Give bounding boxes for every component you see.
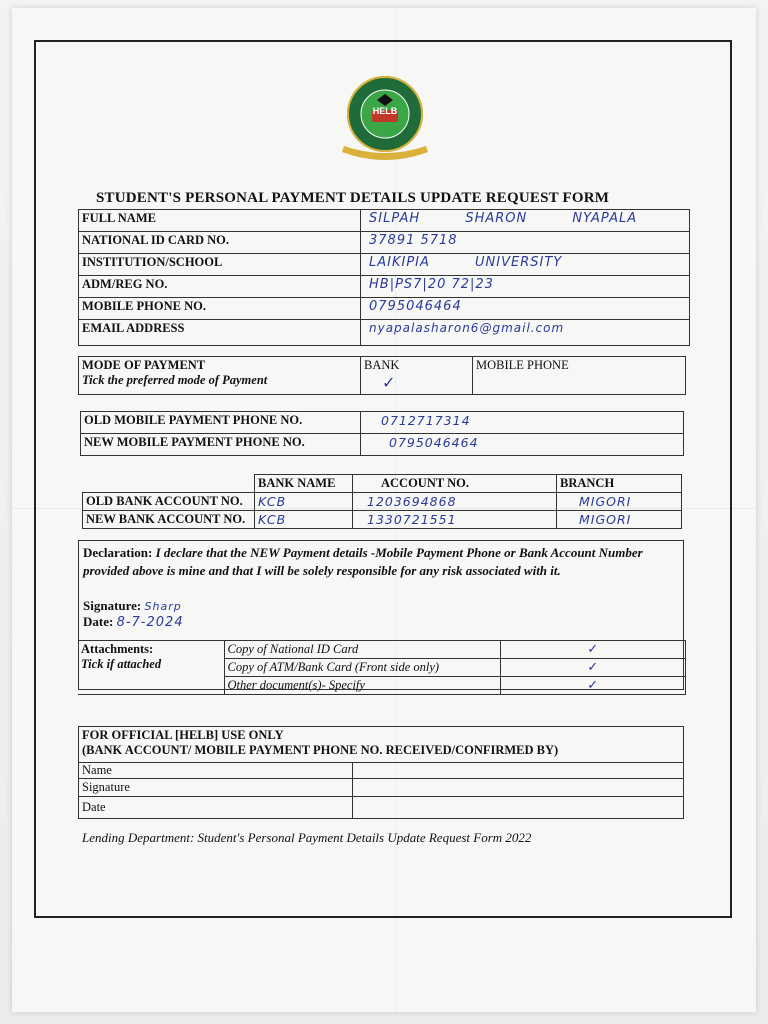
personal-value[interactable]: 0795046464 bbox=[361, 298, 690, 320]
new-branch[interactable]: MIGORI bbox=[557, 511, 682, 529]
old-account-no[interactable]: 1203694868 bbox=[353, 493, 557, 511]
new-phone-value[interactable]: 0795046464 bbox=[361, 434, 684, 456]
date-value[interactable]: 8-7-2024 bbox=[116, 615, 184, 630]
official-line1: FOR OFFICIAL [HELB] USE ONLY bbox=[82, 728, 284, 742]
payment-mode-label-cell bbox=[79, 357, 361, 395]
old-branch[interactable]: MIGORI bbox=[557, 493, 682, 511]
personal-row bbox=[79, 254, 690, 276]
official-line2: (BANK ACCOUNT/ MOBILE PAYMENT PHONE NO. RECEIVED/CONFIRMED BY) bbox=[82, 743, 559, 757]
personal-value[interactable]: LAIKIPIA UNIVERSITY bbox=[361, 254, 690, 276]
payment-mode-label: MODE OF PAYMENT bbox=[82, 358, 206, 372]
bank-option-label: BANK bbox=[364, 358, 400, 372]
personal-row bbox=[79, 210, 690, 232]
signature-label: Signature: bbox=[83, 598, 142, 613]
payment-mode-table bbox=[78, 356, 686, 395]
attachment-atm-tick-icon[interactable]: ✓ bbox=[500, 659, 686, 677]
attachment-id-card: Copy of National ID Card bbox=[224, 641, 500, 659]
mobile-option-label: MOBILE PHONE bbox=[476, 358, 569, 372]
personal-value[interactable]: HB|PS7|20 72|23 bbox=[361, 276, 690, 298]
official-name-label: Name bbox=[79, 763, 353, 779]
signature-value[interactable]: Sharp bbox=[144, 600, 182, 613]
bank-name-header: BANK NAME bbox=[255, 475, 353, 493]
mobile-phone-table bbox=[80, 411, 684, 456]
footer-text: Lending Department: Student's Personal Payment Details Update Request Form 2022 bbox=[82, 830, 532, 845]
branch-header: BRANCH bbox=[557, 475, 682, 493]
personal-label: ADM/REG NO. bbox=[79, 276, 361, 298]
official-name-field[interactable] bbox=[353, 763, 684, 779]
date-label: Date: bbox=[83, 614, 114, 629]
personal-label: MOBILE PHONE NO. bbox=[79, 298, 361, 320]
personal-label: FULL NAME bbox=[79, 210, 361, 232]
personal-row bbox=[79, 232, 690, 254]
attachments-label: Attachments: bbox=[81, 642, 154, 656]
mobile-option-cell[interactable] bbox=[473, 357, 686, 395]
new-phone-label: NEW MOBILE PAYMENT PHONE NO. bbox=[81, 434, 361, 456]
helb-seal-icon bbox=[330, 70, 440, 170]
attachments-sublabel: Tick if attached bbox=[81, 657, 162, 671]
personal-label: EMAIL ADDRESS bbox=[79, 320, 361, 346]
bank-account-table bbox=[82, 474, 682, 529]
old-bank-name[interactable]: KCB bbox=[255, 493, 353, 511]
bank-tick-icon: ✓ bbox=[382, 373, 396, 392]
account-no-header: ACCOUNT NO. bbox=[353, 475, 557, 493]
attachment-other: Other document(s)- Specify bbox=[224, 677, 500, 695]
old-phone-value[interactable]: 0712717314 bbox=[361, 412, 684, 434]
old-phone-label: OLD MOBILE PAYMENT PHONE NO. bbox=[81, 412, 361, 434]
official-header-cell bbox=[79, 727, 684, 763]
personal-value[interactable]: 37891 5718 bbox=[361, 232, 690, 254]
attachment-other-tick-icon[interactable]: ✓ bbox=[500, 677, 686, 695]
personal-value[interactable]: SILPAH SHARON NYAPALA bbox=[361, 210, 690, 232]
attachments-label-cell bbox=[78, 641, 224, 695]
personal-row bbox=[79, 276, 690, 298]
attachment-atm-card: Copy of ATM/Bank Card (Front side only) bbox=[224, 659, 500, 677]
payment-mode-sublabel: Tick the preferred mode of Payment bbox=[82, 373, 268, 387]
official-signature-label: Signature bbox=[79, 779, 353, 797]
new-bank-name[interactable]: KCB bbox=[255, 511, 353, 529]
official-signature-field[interactable] bbox=[353, 779, 684, 797]
personal-value[interactable]: nyapalasharon6@gmail.com bbox=[361, 320, 690, 346]
personal-label: NATIONAL ID CARD NO. bbox=[79, 232, 361, 254]
attachments-table bbox=[78, 640, 686, 695]
personal-label: INSTITUTION/SCHOOL bbox=[79, 254, 361, 276]
attachment-id-tick-icon[interactable]: ✓ bbox=[500, 641, 686, 659]
declaration-text: I declare that the NEW Payment details -Mobile Payment Phone or Bank Account Number provided above is mine and that I will be solely responsible for any risk associated with it. bbox=[83, 545, 643, 578]
declaration-lead: Declaration: bbox=[83, 545, 153, 560]
official-date-label: Date bbox=[79, 797, 353, 819]
new-account-no[interactable]: 1330721551 bbox=[353, 511, 557, 529]
new-bank-label: NEW BANK ACCOUNT NO. bbox=[83, 511, 255, 529]
personal-row bbox=[79, 298, 690, 320]
personal-details-table bbox=[78, 209, 690, 346]
helb-logo bbox=[330, 70, 440, 170]
logo-text: HELB bbox=[372, 106, 398, 116]
old-bank-label: OLD BANK ACCOUNT NO. bbox=[83, 493, 255, 511]
bank-option-cell[interactable] bbox=[361, 357, 473, 395]
official-date-field[interactable] bbox=[353, 797, 684, 819]
form-title: STUDENT'S PERSONAL PAYMENT DETAILS UPDATE REQUEST FORM bbox=[96, 190, 610, 206]
personal-row bbox=[79, 320, 690, 346]
official-use-table bbox=[78, 726, 684, 819]
